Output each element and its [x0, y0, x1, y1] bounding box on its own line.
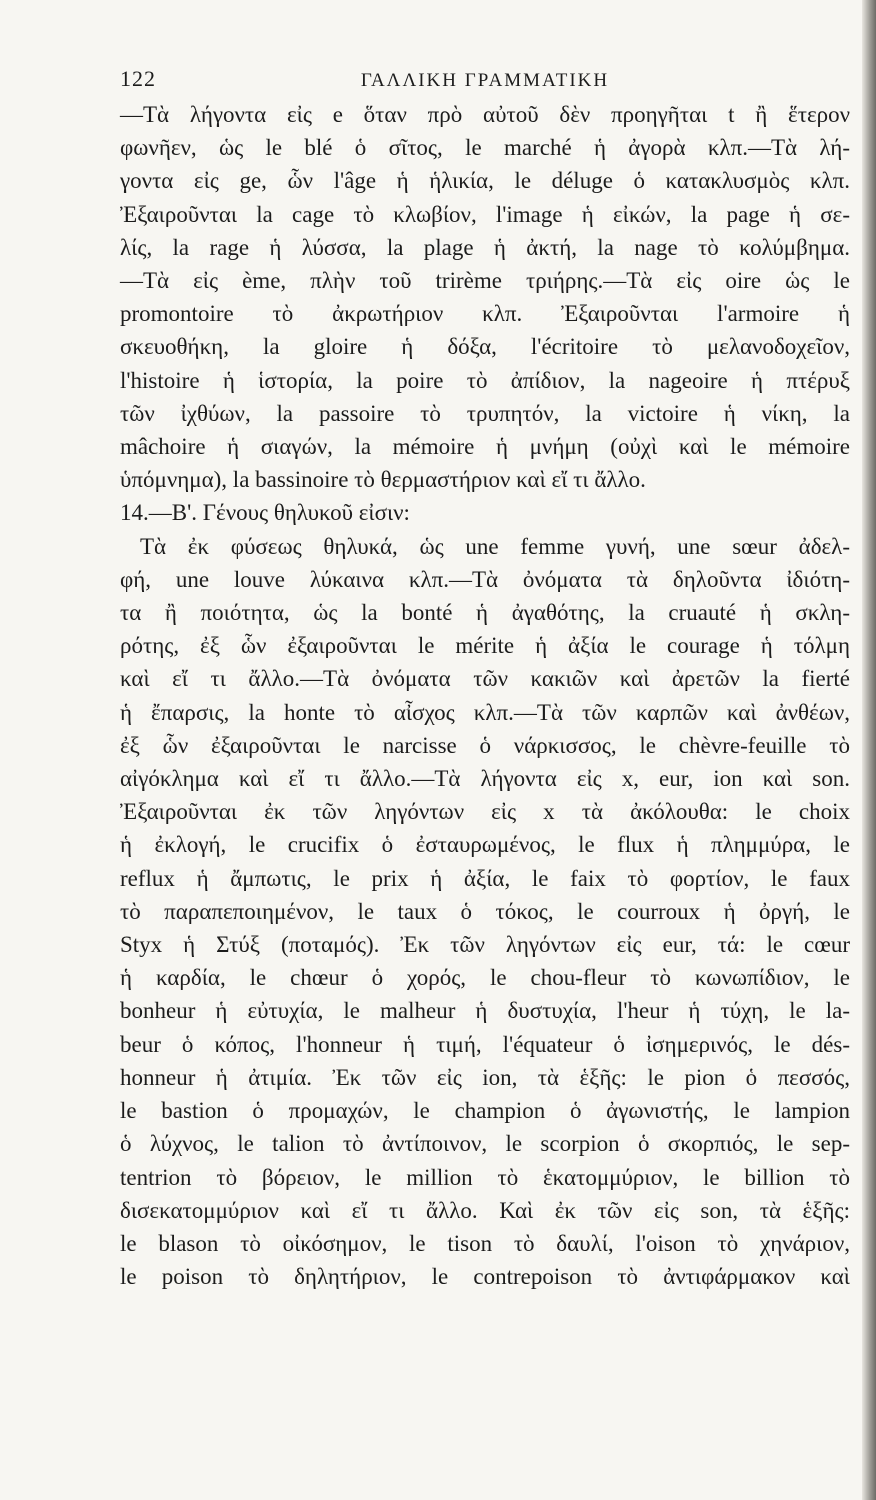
- text-line: τα ἢ ποιότητα, ὡς la bonté ἡ ἀγαθότης, la cruauté ἡ σκλη-: [120, 600, 850, 626]
- body-text: [120, 98, 850, 1293]
- text-line: τὸ παραπεποιημένον, le taux ὁ τόκος, le courroux ἡ ὀργή, le: [120, 898, 850, 924]
- text-line: ἡ ἐκλογή, le crucifix ὁ ἐσταυρωμένος, le flux ἡ πλημμύρα, le: [120, 832, 850, 858]
- text-line: —Τὰ λήγοντα εἰς e ὅταν πρὸ αὐτοῦ δὲν προηγῆται t ἢ ἕτερον: [120, 102, 850, 127]
- text-line: —Τὰ εἰς ème, πλὴν τοῦ trirème τριήρης.—Τὰ εἰς oire ὡς le: [120, 268, 850, 294]
- text-line: promontoire τὸ ἀκρωτήριον κλπ. Ἐξαιροῦνται l'armoire ἡ: [120, 301, 850, 327]
- page-header: [120, 66, 850, 92]
- section-heading: 14.—Β'. Γένους θηλυκοῦ εἰσιν:: [120, 500, 410, 526]
- text-line: λίς, la rage ἡ λύσσα, la plage ἡ ἀκτή, la nage τὸ κολύμβημα.: [120, 234, 850, 260]
- text-line: φωνῆεν, ὡς le blé ὁ σῖτος, le marché ἡ ἀγορὰ κλπ.—Τὰ λή-: [120, 135, 850, 161]
- text-line: δισεκατομμύριον καὶ εἴ τι ἄλλο. Καὶ ἐκ τῶν εἰς son, τὰ ἑξῆς:: [120, 1197, 850, 1223]
- page-edge-shadow: [862, 0, 876, 1500]
- text-line: ρότης, ἐξ ὧν ἐξαιροῦνται le mérite ἡ ἀξία le courage ἡ τόλμη: [120, 633, 850, 659]
- text-line: le blason τὸ οἰκόσημον, le tison τὸ δαυλί, l'oison τὸ χηνάριον,: [120, 1230, 850, 1256]
- text-line: ἡ καρδία, le chœur ὁ χορός, le chou-fleur τὸ κωνωπίδιον, le: [120, 965, 850, 991]
- text-line: γοντα εἰς ge, ὧν l'âge ἡ ἡλικία, le déluge ὁ κατακλυσμὸς κλπ.: [120, 168, 850, 194]
- text-line: καὶ εἴ τι ἄλλο.—Τὰ ὀνόματα τῶν κακιῶν καὶ ἀρετῶν la fierté: [120, 666, 850, 692]
- paragraph-1: [120, 98, 850, 496]
- text-line: Τὰ ἐκ φύσεως θηλυκά, ὡς une femme γυνή, une sœur ἀδελ-: [140, 533, 850, 559]
- text-line: ὁ λύχνος, le talion τὸ ἀντίποινον, le scorpion ὁ σκορπιός, le sep-: [120, 1131, 850, 1157]
- running-title: ΓΑΛΛΙΚΗ ΓΡΑΜΜΑΤΙΚΗ: [360, 70, 610, 91]
- text-line: ὑπόμνημα), la bassinoire τὸ θερμαστήριον καὶ εἴ τι ἄλλο.: [120, 467, 646, 493]
- text-line: ἐξ ὧν ἐξαιροῦνται le narcisse ὁ νάρκισσος, le chèvre-feuille τὸ: [120, 732, 850, 758]
- text-line: mâchoire ἡ σιαγών, la mémoire ἡ μνήμη (οὐχὶ καὶ le mémoire: [120, 434, 850, 460]
- text-line: l'histoire ἡ ἱστορία, la poire τὸ ἀπίδιον, la nageoire ἡ πτέρυξ: [120, 367, 850, 393]
- text-line: le poison τὸ δηλητήριον, le contrepoison τὸ ἀντιφάρμακον καὶ: [120, 1264, 850, 1290]
- text-line: beur ὁ κόπος, l'honneur ἡ τιμή, l'équateur ὁ ἰσημερινός, le dés-: [120, 1031, 850, 1057]
- text-line: Ἐξαιροῦνται ἐκ τῶν ληγόντων εἰς x τὰ ἀκόλουθα: le choix: [120, 799, 850, 825]
- book-page: [120, 66, 850, 1293]
- text-line: αἰγόκλημα καὶ εἴ τι ἄλλο.—Τὰ λήγοντα εἰς x, eur, ion καὶ son.: [120, 766, 850, 792]
- text-line: φή, une louve λύκαινα κλπ.—Τὰ ὀνόματα τὰ δηλοῦντα ἰδιότη-: [120, 566, 850, 592]
- text-line: ἡ ἔπαρσις, la honte τὸ αἶσχος κλπ.—Τὰ τῶν καρπῶν καὶ ἀνθέων,: [120, 699, 850, 725]
- text-line: honneur ἡ ἀτιμία. Ἐκ τῶν εἰς ion, τὰ ἑξῆς: le pion ὁ πεσσός,: [120, 1064, 850, 1090]
- text-line: σκευοθήκη, la gloire ἡ δόξα, l'écritoire τὸ μελανοδοχεῖον,: [120, 334, 850, 360]
- page-number: 122: [120, 66, 156, 91]
- text-line: reflux ἡ ἄμπωτις, le prix ἡ ἀξία, le faix τὸ φορτίον, le faux: [120, 865, 850, 891]
- text-line: Styx ἡ Στύξ (ποταμός). Ἐκ τῶν ληγόντων εἰς eur, τά: le cœur: [120, 932, 850, 958]
- text-line: tentrion τὸ βόρειον, le million τὸ ἑκατομμύριον, le billion τὸ: [120, 1164, 850, 1190]
- text-line: bonheur ἡ εὐτυχία, le malheur ἡ δυστυχία, l'heur ἡ τύχη, le la-: [120, 998, 850, 1024]
- text-line: Ἐξαιροῦνται la cage τὸ κλωβίον, l'image ἡ εἰκών, la page ἡ σε-: [120, 201, 850, 227]
- paragraph-2: [120, 530, 850, 1294]
- text-line: τῶν ἰχθύων, la passoire τὸ τρυπητόν, la victoire ἡ νίκη, la: [120, 400, 850, 426]
- text-line: le bastion ὁ προμαχών, le champion ὁ ἀγωνιστής, le lampion: [120, 1098, 850, 1124]
